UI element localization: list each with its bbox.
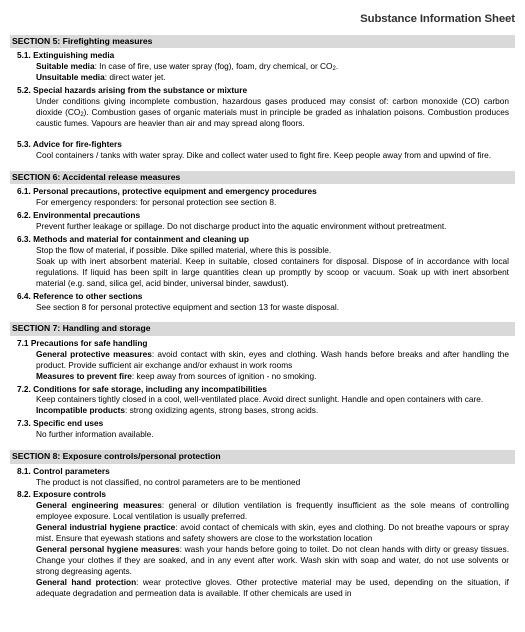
section-6-header: SECTION 6: Accidental release measures bbox=[10, 171, 515, 184]
subsection-5-2-title: 5.2. Special hazards arising from the substance or mixture bbox=[17, 85, 248, 96]
incompatible-label: Incompatible products bbox=[36, 405, 125, 416]
mpf-label: Measures to prevent fire bbox=[36, 370, 132, 381]
subsection-7-2-body: Keep containers tightly closed in a cool, well-ventilated place. Avoid direct sunlight. Handle and open containers with care. bbox=[36, 394, 484, 405]
subsection-8-2-title: 8.2. Exposure controls bbox=[17, 489, 106, 500]
subsection-6-1-body: For emergency responders: for personal protection see section 8. bbox=[36, 197, 277, 208]
subsection-8-2-ghp bbox=[36, 577, 509, 599]
subsection-7-2-title: 7.2. Conditions for safe storage, including any incompatibilities bbox=[17, 383, 267, 394]
gpm-label: General protective measures bbox=[36, 348, 152, 359]
suitable-media-text: : In case of fire, use water spray (fog), foam, dry chemical, or CO bbox=[94, 61, 333, 72]
subsection-8-2-gihp bbox=[36, 522, 509, 544]
gem-label: General engineering measures bbox=[36, 500, 162, 511]
section-8-header: SECTION 8: Exposure controls/personal protection bbox=[10, 450, 515, 463]
subsection-5-1-title: 5.1. Extinguishing media bbox=[17, 50, 115, 61]
document-title: Substance Information Sheet bbox=[360, 13, 515, 25]
subsection-7-3-title: 7.3. Specific end uses bbox=[17, 418, 104, 429]
subsection-5-3-title: 5.3. Advice for fire-fighters bbox=[17, 138, 122, 149]
subsection-8-2-gphm bbox=[36, 544, 509, 577]
subsection-6-1-title: 6.1. Personal precautions, protective equipment and emergency procedures bbox=[17, 186, 317, 197]
subsection-7-1-mpf bbox=[36, 371, 509, 382]
subsection-8-2-gem bbox=[36, 500, 509, 522]
subsection-7-2-incompatible bbox=[36, 405, 509, 416]
subsection-6-3-body-2: Soak up with inert absorbent material. Keep in suitable, closed containers for disposal. Dispose of in accordance with local regulations. If liquid has been spilt in large quantities clean up promptly by scoop or vacuum. Soak up with inert absorbent material (e.g. sand, silica gel, acid binder, universal binder, sawdust). bbox=[36, 255, 509, 288]
section-7-header: SECTION 7: Handling and storage bbox=[10, 322, 515, 335]
suitable-media-end: . bbox=[335, 61, 339, 72]
gphm-text: : wash your hands before going to toilet. Do not clean hands with dirty or greasy tissues. Change your clothes if they are soaked, and in any event after work. Wash skin with soap and water, do not use solvents or strong degreasing agents. bbox=[36, 544, 510, 576]
section-5-header: SECTION 5: Firefighting measures bbox=[10, 35, 515, 48]
incompatible-text: : strong oxidizing agents, strong bases, strong acids. bbox=[124, 405, 319, 416]
gihp-label: General industrial hygiene practice bbox=[36, 522, 176, 533]
gem-text: : general or dilution ventilation is frequently insufficient as the sole means of controlling employee exposure. Local ventilation is usually preferred. bbox=[36, 500, 509, 522]
hazards-text-a: Under conditions giving incomplete combustion, hazardous gases produced may consist of: carbon monoxide (CO) carbon dioxide (CO bbox=[36, 96, 509, 118]
suitable-media-label: Suitable media bbox=[36, 61, 95, 72]
gphm-label: General personal hygiene measures bbox=[36, 544, 180, 555]
subsection-6-3-title: 6.3. Methods and material for containment and cleaning up bbox=[17, 233, 249, 244]
hazards-text-sub: 2 bbox=[80, 112, 84, 119]
ghp-label: General hand protection bbox=[36, 576, 137, 587]
suitable-media-sub: 2 bbox=[332, 66, 336, 73]
subsection-5-2-body bbox=[36, 96, 509, 129]
gpm-text: : avoid contact with skin, eyes and clothing. Wash hands before breaks and after handling the product. Provide sufficient air exchange and/or exhaust in work rooms bbox=[36, 348, 509, 370]
subsection-7-1-title: 7.1 Precautions for safe handling bbox=[17, 337, 148, 348]
unsuitable-media-text: : direct water jet. bbox=[104, 72, 166, 83]
subsection-5-1-suitable bbox=[36, 61, 509, 72]
subsection-7-3-body: No further information available. bbox=[36, 429, 154, 440]
unsuitable-media-label: Unsuitable media bbox=[36, 72, 105, 83]
gihp-text: : avoid contact of chemicals with skin, eyes and clothing. Do not breathe vapours or spray mist. Ensure that eyewash stations and safety showers are close to the workstation location bbox=[36, 522, 509, 544]
subsection-6-4-body: See section 8 for personal protective equipment and section 13 for waste disposal. bbox=[36, 301, 340, 312]
subsection-5-1-unsuitable bbox=[36, 72, 509, 83]
subsection-8-1-title: 8.1. Control parameters bbox=[17, 465, 110, 476]
subsection-5-3-body: Cool containers / tanks with water spray. Dike and collect water used to fight fire. Keep people away from and upwind of fire. bbox=[36, 149, 492, 160]
mpf-text: : keep away from sources of ignition - no smoking. bbox=[131, 370, 317, 381]
hazards-text-b: ). Combustion gases of organic materials must in principle be graded as inhalation poisons. Combustion produces caustic fumes. Vapours are heavier than air and may spread along floors. bbox=[36, 107, 509, 128]
subsection-6-2-title: 6.2. Environmental precautions bbox=[17, 210, 141, 220]
subsection-6-2-body: Prevent further leakage or spillage. Do not discharge product into the aquatic environment without pretreatment. bbox=[36, 220, 447, 231]
subsection-6-4-title: 6.4. Reference to other sections bbox=[17, 290, 143, 301]
ghp-text: : wear protective gloves. Other protective material may be used, depending on the situation, if adequate degradation and permeation data is available. If other chemicals are used in bbox=[36, 576, 509, 598]
subsection-7-1-gpm bbox=[36, 349, 509, 371]
subsection-8-1-body: The product is not classified, no control parameters are to be mentioned bbox=[36, 476, 301, 487]
subsection-6-3-body-1: Stop the flow of material, if possible. Dike spilled material, where this is possible. bbox=[36, 244, 332, 255]
